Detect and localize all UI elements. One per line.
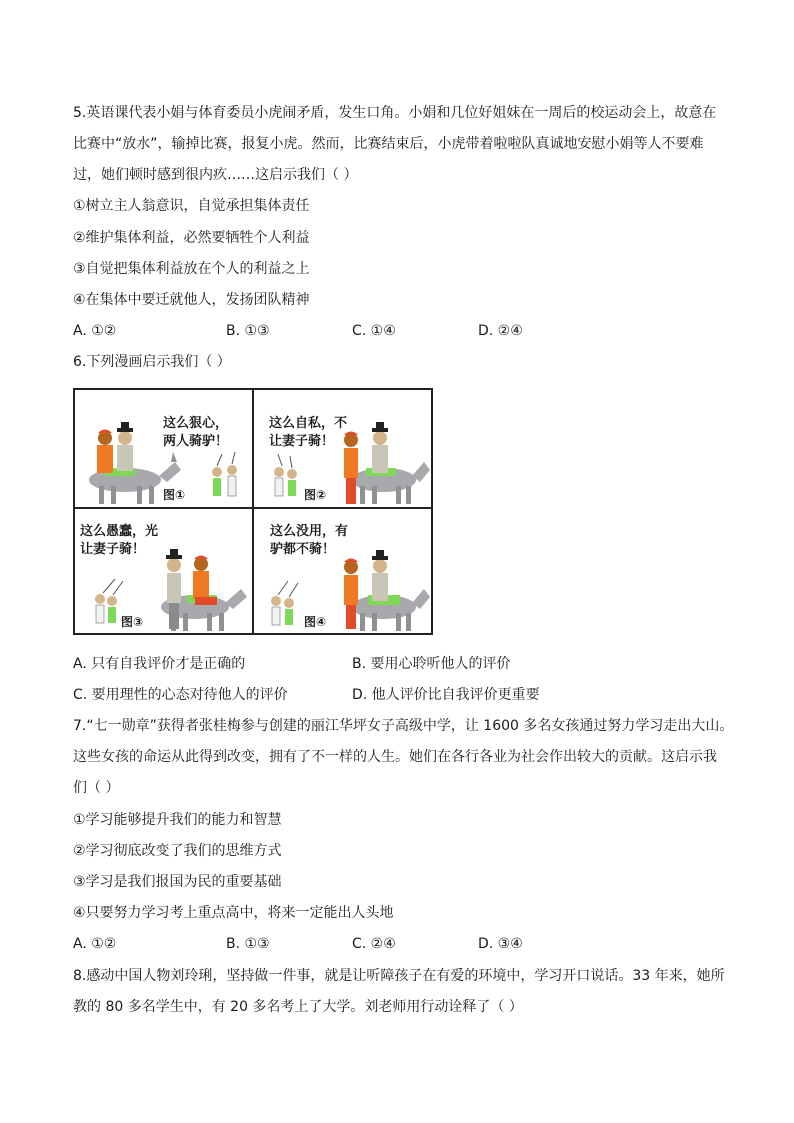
comic-panel-1 (75, 390, 252, 507)
panel-1-caption-line-2: 两人骑驴！ (163, 434, 229, 449)
panel-4-label: 图④ (304, 615, 327, 629)
panel-3-caption-line-1: 这么愚蠢，光 (80, 524, 159, 539)
q5-item-4: ④在集体中要迁就他人，发扬团队精神 (73, 292, 310, 308)
q5-option-d[interactable]: D. ②④ (478, 323, 523, 339)
comic-strip (73, 388, 433, 635)
q8-stem-line-1: 8.感动中国人物刘玲琍，坚持做一件事，就是让听障孩子在有爱的环境中，学习开口说话。33 年来，她所 (73, 968, 725, 984)
q7-item-3: ③学习是我们报国为民的重要基础 (73, 874, 282, 890)
panel-3-illustration (75, 509, 252, 633)
comic-panel-2 (254, 390, 433, 507)
q5-option-a[interactable]: A. ①② (73, 323, 117, 339)
q5-stem-line-2: 比赛中“放水”，输掉比赛，报复小虎。然而，比赛结束后，小虎带着啦啦队真诚地安慰小娟等人不要难 (73, 136, 704, 152)
q6-option-a[interactable]: A. 只有自我评价才是正确的 (73, 656, 246, 672)
panel-1-label: 图① (163, 488, 186, 502)
panel-1-caption-line-1: 这么狠心， (163, 416, 229, 431)
q7-item-1: ①学习能够提升我们的能力和智慧 (73, 812, 282, 828)
q5-stem-line-3: 过，她们顿时感到很内疚……这启示我们（ ） (73, 167, 358, 183)
q7-option-a[interactable]: A. ①② (73, 936, 117, 952)
panel-4-caption-line-2: 驴都不骑！ (270, 542, 336, 557)
panel-3-caption-line-2: 让妻子骑！ (80, 542, 146, 557)
q5-option-b[interactable]: B. ①③ (226, 323, 270, 339)
q7-item-2: ②学习彻底改变了我们的思维方式 (73, 843, 282, 859)
panel-2-label: 图② (304, 488, 327, 502)
q6-stem: 6.下列漫画启示我们（ ） (73, 354, 231, 370)
q7-option-c[interactable]: C. ②④ (352, 936, 396, 952)
q7-stem-line-2: 这些女孩的命运从此得到改变，拥有了不一样的人生。她们在各行各业为社会作出较大的贡献。这启示我 (73, 749, 717, 765)
panel-4-illustration (254, 509, 433, 633)
q5-option-c[interactable]: C. ①④ (352, 323, 396, 339)
panel-2-caption-line-1: 这么自私，不 (269, 416, 348, 431)
panel-2-caption-line-2: 让妻子骑！ (269, 434, 335, 449)
comic-panel-4 (254, 509, 433, 633)
q5-item-3: ③自觉把集体利益放在个人的利益之上 (73, 261, 310, 277)
q6-option-c[interactable]: C. 要用理性的心态对待他人的评价 (73, 687, 288, 703)
q8-stem-line-2: 教的 80 多名学生中，有 20 多名考上了大学。刘老师用行动诠释了（ ） (73, 999, 523, 1015)
q7-item-4: ④只要努力学习考上重点高中，将来一定能出人头地 (73, 905, 394, 921)
q5-item-1: ①树立主人翁意识，自觉承担集体责任 (73, 198, 310, 214)
q7-option-d[interactable]: D. ③④ (478, 936, 523, 952)
q7-stem-line-1: 7.“七一勋章”获得者张桂梅参与创建的丽江华坪女子高级中学，让 1600 多名女孩通过努力学习走出大山。 (73, 718, 734, 734)
q7-option-b[interactable]: B. ①③ (226, 936, 270, 952)
panel-3-label: 图③ (121, 615, 144, 629)
q7-stem-line-3: 们（ ） (73, 780, 120, 796)
panel-4-caption-line-1: 这么没用，有 (270, 524, 349, 539)
q5-item-2: ②维护集体利益，必然要牺牲个人利益 (73, 230, 310, 246)
panel-2-illustration (254, 390, 433, 507)
q6-option-d[interactable]: D. 他人评价比自我评价更重要 (352, 687, 540, 703)
q6-option-b[interactable]: B. 要用心聆听他人的评价 (352, 656, 511, 672)
comic-panel-3 (75, 509, 252, 633)
q5-stem-line-1: 5.英语课代表小娟与体育委员小虎闹矛盾，发生口角。小娟和几位好姐妹在一周后的校运动会上，故意在 (73, 105, 717, 121)
